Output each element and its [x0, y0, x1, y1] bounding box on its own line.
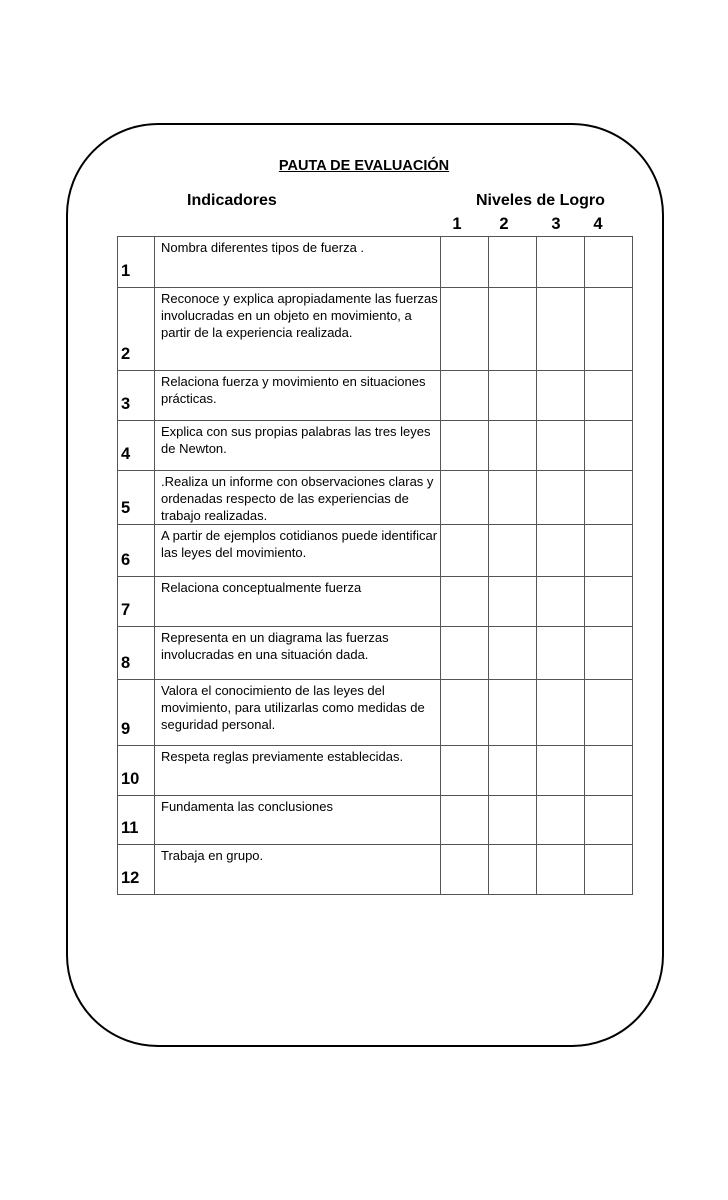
row-number: 7: [121, 601, 131, 619]
indicator-text: Reconoce y explica apropiadamente las fuerzas involucradas en un objeto en movimiento, a partir de la experiencia realizada.: [155, 288, 441, 371]
level-2-checkbox[interactable]: [489, 796, 537, 845]
row-number: 11: [121, 819, 139, 837]
level-4-checkbox[interactable]: [585, 577, 633, 627]
level-4-checkbox[interactable]: [585, 371, 633, 421]
level-2-checkbox[interactable]: [489, 577, 537, 627]
level-3-checkbox[interactable]: [537, 237, 585, 288]
table-row: [118, 288, 633, 371]
row-number-cell: [118, 288, 155, 371]
indicator-text: .Realiza un informe con observaciones claras y ordenadas respecto de las experiencias de trabajo realizadas.: [155, 471, 441, 525]
level-2-checkbox[interactable]: [489, 421, 537, 471]
row-number: 10: [121, 770, 140, 788]
row-number-cell: [118, 746, 155, 796]
level-1-checkbox[interactable]: [441, 627, 489, 680]
level-2-checkbox[interactable]: [489, 680, 537, 746]
row-number: 8: [121, 654, 131, 672]
level-1-checkbox[interactable]: [441, 371, 489, 421]
row-number: 2: [121, 345, 131, 363]
row-number: 1: [121, 262, 131, 280]
level-4-checkbox[interactable]: [585, 237, 633, 288]
table-row: [118, 746, 633, 796]
level-3-checkbox[interactable]: [537, 471, 585, 525]
level-3-label: 3: [551, 215, 561, 233]
level-3-checkbox[interactable]: [537, 421, 585, 471]
level-2-checkbox[interactable]: [489, 627, 537, 680]
table-row: [118, 627, 633, 680]
table-row: [118, 371, 633, 421]
indicator-text: Trabaja en grupo.: [155, 845, 441, 895]
indicator-text: Valora el conocimiento de las leyes del movimiento, para utilizarlas como medidas de seguridad personal.: [155, 680, 441, 746]
row-number-cell: [118, 371, 155, 421]
level-2-checkbox[interactable]: [489, 471, 537, 525]
level-4-checkbox[interactable]: [585, 471, 633, 525]
row-number-cell: [118, 237, 155, 288]
row-number: 5: [121, 499, 131, 517]
evaluation-table: [117, 236, 633, 895]
level-4-checkbox[interactable]: [585, 525, 633, 577]
table-row: [118, 845, 633, 895]
table-row: [118, 237, 633, 288]
indicator-text: Respeta reglas previamente establecidas.: [155, 746, 441, 796]
level-3-checkbox[interactable]: [537, 577, 585, 627]
row-number: 12: [121, 869, 140, 887]
indicators-header: Indicadores: [187, 192, 277, 209]
table-row: [118, 525, 633, 577]
level-1-checkbox[interactable]: [441, 796, 489, 845]
indicator-text: Relaciona fuerza y movimiento en situaciones prácticas.: [155, 371, 441, 421]
level-1-checkbox[interactable]: [441, 680, 489, 746]
level-4-label: 4: [593, 215, 603, 233]
table-row: [118, 471, 633, 525]
level-1-checkbox[interactable]: [441, 525, 489, 577]
level-3-checkbox[interactable]: [537, 746, 585, 796]
level-4-checkbox[interactable]: [585, 796, 633, 845]
indicator-text: Relaciona conceptualmente fuerza: [155, 577, 441, 627]
row-number-cell: [118, 627, 155, 680]
indicator-text: Explica con sus propias palabras las tres leyes de Newton.: [155, 421, 441, 471]
level-3-checkbox[interactable]: [537, 525, 585, 577]
row-number-cell: [118, 471, 155, 525]
level-4-checkbox[interactable]: [585, 680, 633, 746]
level-1-checkbox[interactable]: [441, 421, 489, 471]
level-1-checkbox[interactable]: [441, 288, 489, 371]
level-1-checkbox[interactable]: [441, 845, 489, 895]
row-number: 4: [121, 445, 131, 463]
level-2-label: 2: [499, 215, 509, 233]
level-3-checkbox[interactable]: [537, 627, 585, 680]
row-number-cell: [118, 680, 155, 746]
level-3-checkbox[interactable]: [537, 288, 585, 371]
row-number-cell: [118, 421, 155, 471]
row-number: 3: [121, 395, 131, 413]
level-3-checkbox[interactable]: [537, 796, 585, 845]
level-2-checkbox[interactable]: [489, 371, 537, 421]
level-4-checkbox[interactable]: [585, 627, 633, 680]
row-number: 9: [121, 720, 131, 738]
level-1-checkbox[interactable]: [441, 746, 489, 796]
level-2-checkbox[interactable]: [489, 237, 537, 288]
row-number-cell: [118, 845, 155, 895]
level-3-checkbox[interactable]: [537, 845, 585, 895]
level-3-checkbox[interactable]: [537, 680, 585, 746]
row-number-cell: [118, 796, 155, 845]
level-2-checkbox[interactable]: [489, 845, 537, 895]
indicator-text: Nombra diferentes tipos de fuerza .: [155, 237, 441, 288]
levels-header: Niveles de Logro: [476, 192, 605, 209]
table-row: [118, 680, 633, 746]
level-1-checkbox[interactable]: [441, 471, 489, 525]
indicator-text: A partir de ejemplos cotidianos puede identificar las leyes del movimiento.: [155, 525, 441, 577]
level-4-checkbox[interactable]: [585, 288, 633, 371]
level-4-checkbox[interactable]: [585, 746, 633, 796]
row-number: 6: [121, 551, 131, 569]
indicator-text: Representa en un diagrama las fuerzas involucradas en una situación dada.: [155, 627, 441, 680]
level-1-label: 1: [452, 215, 462, 233]
level-3-checkbox[interactable]: [537, 371, 585, 421]
level-1-checkbox[interactable]: [441, 577, 489, 627]
row-number-cell: [118, 577, 155, 627]
level-4-checkbox[interactable]: [585, 845, 633, 895]
table-row: [118, 796, 633, 845]
table-row: [118, 577, 633, 627]
level-2-checkbox[interactable]: [489, 746, 537, 796]
level-4-checkbox[interactable]: [585, 421, 633, 471]
level-2-checkbox[interactable]: [489, 288, 537, 371]
level-2-checkbox[interactable]: [489, 525, 537, 577]
table-row: [118, 421, 633, 471]
indicator-text: Fundamenta las conclusiones: [155, 796, 441, 845]
level-1-checkbox[interactable]: [441, 237, 489, 288]
page-title: PAUTA DE EVALUACIÓN: [278, 158, 450, 174]
row-number-cell: [118, 525, 155, 577]
